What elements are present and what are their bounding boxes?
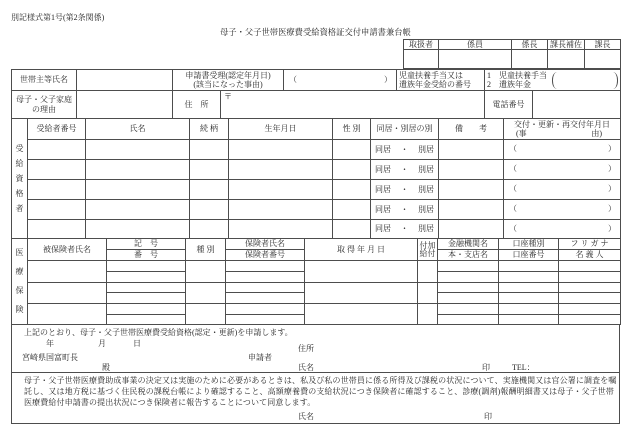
consent-line: 託し、又は地方税に基づく住民税の課税台帳により確認すること、高額療養費の支給状況につき保険者に確認すること、診療(調剤)報酬明細書又は母子・父子世帯 bbox=[24, 387, 615, 396]
open-paren: （ bbox=[509, 164, 517, 174]
account-type-field[interactable] bbox=[499, 261, 559, 272]
header-extra-benefit bbox=[418, 239, 438, 261]
section-label-char: 給 bbox=[15, 158, 24, 168]
cohabit-option-separate[interactable]: 別居 bbox=[418, 144, 434, 154]
recipient-name-field[interactable] bbox=[86, 220, 190, 239]
cohabit-option-separate[interactable]: 別居 bbox=[418, 204, 434, 214]
furigana-field[interactable] bbox=[559, 261, 621, 272]
header-recipient-number: 受給者番号 bbox=[28, 119, 86, 140]
bank-name-field[interactable] bbox=[438, 261, 499, 272]
recipient-sex-field[interactable] bbox=[333, 200, 371, 220]
header-number: 番 号 bbox=[107, 250, 186, 261]
open-paren: （ bbox=[509, 184, 517, 194]
household-head-name-field[interactable] bbox=[77, 70, 173, 91]
header-remarks: 備 考 bbox=[439, 119, 504, 140]
recipient-relation-field[interactable] bbox=[190, 140, 229, 160]
header-issue-line1: 交付・更新・再交付年月日 bbox=[514, 119, 610, 129]
insurance-type-field[interactable] bbox=[186, 304, 226, 325]
allowance-option-child-support[interactable]: 1 児童扶養手当 bbox=[487, 70, 548, 80]
date-day-label: 日 bbox=[133, 339, 141, 348]
recipient-row bbox=[12, 160, 621, 180]
approval-table bbox=[403, 39, 621, 69]
header-relation: 続 柄 bbox=[190, 119, 229, 140]
remarks-field[interactable] bbox=[439, 140, 504, 160]
remarks-field[interactable] bbox=[439, 200, 504, 220]
cohabit-separator: ・ bbox=[400, 184, 409, 194]
account-type-field[interactable] bbox=[499, 304, 559, 315]
approval-header-manager: 課長 bbox=[585, 40, 621, 50]
issue-date-field[interactable] bbox=[504, 180, 621, 200]
recipient-row bbox=[12, 220, 621, 239]
insured-name-field[interactable] bbox=[28, 283, 107, 304]
honorific: 殿 bbox=[102, 363, 110, 372]
insurance-number-field[interactable] bbox=[107, 272, 186, 283]
addressee: 宮崎県国富町長 bbox=[22, 353, 78, 362]
consent-line: 医療費給付申請書の提出状況につき保険者に報告することについて同意します。 bbox=[24, 398, 316, 407]
symbol-field[interactable] bbox=[107, 261, 186, 272]
issue-date-field[interactable] bbox=[504, 160, 621, 180]
insurer-name-field[interactable] bbox=[226, 283, 305, 293]
recipient-birthdate-field[interactable] bbox=[229, 160, 333, 180]
declaration-text: 上記のとおり、母子・父子世帯医療費受給資格(認定・更新)を申請します。 bbox=[24, 328, 293, 337]
recipient-relation-field[interactable] bbox=[190, 200, 229, 220]
cohabit-separator: ・ bbox=[400, 204, 409, 214]
approval-header-handler: 取扱者 bbox=[404, 40, 439, 50]
section-label-char: 格 bbox=[15, 189, 24, 199]
remarks-field[interactable] bbox=[439, 220, 504, 239]
account-type-field[interactable] bbox=[499, 283, 559, 293]
branch-field[interactable] bbox=[438, 272, 499, 283]
receipt-field[interactable] bbox=[284, 70, 397, 91]
recipient-relation-field[interactable] bbox=[190, 160, 229, 180]
insurance-number-field[interactable] bbox=[107, 315, 186, 325]
cohabit-option-together[interactable]: 同居 bbox=[375, 204, 391, 214]
header-issue-date bbox=[504, 119, 621, 140]
cohabit-separator: ・ bbox=[400, 224, 409, 234]
header-bank-name: 金融機関名 bbox=[438, 239, 499, 250]
allowance-number-field[interactable] bbox=[552, 72, 618, 89]
header-issue-reason-left: (事 bbox=[516, 129, 527, 138]
receipt-label-line1: 申請書受理(認定年月日) bbox=[185, 70, 271, 80]
family-reason-label-line1: 母子・父子家庭 bbox=[16, 95, 72, 105]
page-title: 母子・父子世帯医療費受給資格証交付申請書兼台帳 bbox=[220, 28, 411, 37]
header-birthdate: 生年月日 bbox=[229, 119, 333, 140]
account-holder-field[interactable] bbox=[559, 272, 621, 283]
open-paren: （ bbox=[509, 204, 517, 214]
seal-mark: 印 bbox=[482, 363, 490, 372]
recipient-birthdate-field[interactable] bbox=[229, 200, 333, 220]
postal-mark: 〒 bbox=[224, 92, 232, 101]
recipients-section-label bbox=[12, 119, 28, 239]
cohabit-option-separate[interactable]: 別居 bbox=[418, 164, 434, 174]
section-label-char: 険 bbox=[15, 305, 24, 314]
acquired-date-field[interactable] bbox=[305, 261, 418, 283]
open-paren: （ bbox=[509, 144, 517, 154]
branch-field[interactable] bbox=[438, 315, 499, 325]
tel-label: TEL： bbox=[512, 363, 535, 372]
insurer-name-field[interactable] bbox=[226, 261, 305, 272]
recipient-relation-field[interactable] bbox=[190, 180, 229, 200]
header-issue-line2 bbox=[504, 129, 620, 138]
phone-label: 電話番号 bbox=[485, 91, 533, 119]
insurer-name-field[interactable] bbox=[226, 304, 305, 315]
cohabitation-choice[interactable] bbox=[371, 180, 439, 200]
symbol-field[interactable] bbox=[107, 304, 186, 315]
recipient-name-field[interactable] bbox=[86, 140, 190, 160]
header-insured-name: 被保険者氏名 bbox=[28, 239, 107, 261]
close-paren: ） bbox=[608, 144, 616, 154]
branch-field[interactable] bbox=[438, 293, 499, 304]
close-paren: ） bbox=[384, 74, 393, 84]
approval-stamp-assistant-manager[interactable] bbox=[548, 50, 585, 69]
recipient-number-field[interactable] bbox=[28, 140, 86, 160]
furigana-field[interactable] bbox=[559, 283, 621, 293]
section-label-char: 療 bbox=[15, 267, 24, 276]
recipients-table bbox=[11, 118, 621, 239]
insured-name-field[interactable] bbox=[28, 261, 107, 283]
approval-stamp-staff[interactable] bbox=[439, 50, 512, 69]
insurance-number-field[interactable] bbox=[107, 293, 186, 304]
section-label-char: 保 bbox=[15, 286, 24, 295]
extra-benefit-field[interactable] bbox=[418, 283, 438, 304]
address-field[interactable] bbox=[221, 91, 485, 119]
cohabit-option-together[interactable]: 同居 bbox=[375, 224, 391, 234]
family-reason-label-line2: の理由 bbox=[32, 104, 56, 114]
allowance-label bbox=[397, 70, 485, 91]
bank-name-field[interactable] bbox=[438, 304, 499, 315]
header-holder: 名 義 人 bbox=[559, 250, 621, 261]
recipient-birthdate-field[interactable] bbox=[229, 220, 333, 239]
acquired-date-field[interactable] bbox=[305, 283, 418, 304]
header-name: 氏名 bbox=[86, 119, 190, 140]
symbol-field[interactable] bbox=[107, 283, 186, 293]
close-paren: ） bbox=[608, 204, 616, 214]
phone-field[interactable] bbox=[533, 91, 621, 119]
insurer-number-field[interactable] bbox=[226, 315, 305, 325]
receipt-label bbox=[173, 70, 284, 91]
recipient-row bbox=[12, 180, 621, 200]
account-number-field[interactable] bbox=[499, 272, 559, 283]
open-paren: （ bbox=[289, 74, 298, 84]
recipient-number-field[interactable] bbox=[28, 160, 86, 180]
approval-stamp-manager[interactable] bbox=[585, 50, 621, 69]
cohabit-option-separate[interactable]: 別居 bbox=[418, 224, 434, 234]
household-head-label: 世帯主等氏名 bbox=[12, 70, 77, 91]
cohabit-option-together[interactable]: 同居 bbox=[375, 144, 391, 154]
section-label-char: 医 bbox=[15, 248, 24, 257]
allowance-option-survivor-pension[interactable]: 2 遺族年金 bbox=[487, 80, 532, 89]
account-number-field[interactable] bbox=[499, 315, 559, 325]
consent-seal-mark: 印 bbox=[484, 412, 492, 421]
remarks-field[interactable] bbox=[439, 180, 504, 200]
remarks-field[interactable] bbox=[439, 160, 504, 180]
receipt-label-line2: (該当になった事由) bbox=[193, 80, 263, 89]
section-label-char: 受 bbox=[15, 143, 24, 153]
family-reason-label bbox=[12, 91, 77, 119]
address-label: 住 所 bbox=[173, 91, 221, 119]
insurer-number-field[interactable] bbox=[226, 293, 305, 304]
recipient-row bbox=[12, 200, 621, 220]
account-holder-field[interactable] bbox=[559, 293, 621, 304]
insurance-section-label bbox=[12, 239, 28, 325]
issue-date-field[interactable] bbox=[504, 220, 621, 239]
recipient-sex-field[interactable] bbox=[333, 160, 371, 180]
cohabit-option-together[interactable]: 同居 bbox=[375, 184, 391, 194]
applicant-label: 申請者 bbox=[248, 353, 272, 362]
insurance-table bbox=[11, 238, 621, 325]
insurer-number-field[interactable] bbox=[226, 272, 305, 283]
header-branch: 本・支店名 bbox=[438, 250, 499, 261]
open-paren: （ bbox=[509, 223, 517, 233]
bank-name-field[interactable] bbox=[438, 283, 499, 293]
header-sex: 性 別 bbox=[333, 119, 371, 140]
allowance-label-line2: 遺族年金受給の番号 bbox=[399, 80, 472, 89]
issue-date-field[interactable] bbox=[504, 200, 621, 220]
recipient-birthdate-field[interactable] bbox=[229, 140, 333, 160]
section-label-char: 者 bbox=[15, 204, 24, 214]
allowance-type-field[interactable] bbox=[485, 70, 621, 91]
consent-name-label: 氏名 bbox=[298, 412, 314, 421]
insurance-type-field[interactable] bbox=[186, 283, 226, 304]
date-year-label: 年 bbox=[46, 339, 54, 348]
section-label-char: 資 bbox=[15, 173, 24, 183]
approval-header-assistant-manager: 課長補佐 bbox=[548, 40, 585, 50]
furigana-field[interactable] bbox=[559, 304, 621, 315]
cohabitation-choice[interactable] bbox=[371, 140, 439, 160]
recipient-number-field[interactable] bbox=[28, 180, 86, 200]
form-id: 別記様式第1号(第2条関係) bbox=[11, 13, 105, 22]
cohabit-separator: ・ bbox=[400, 164, 409, 174]
cohabitation-choice[interactable] bbox=[371, 160, 439, 180]
recipient-name-field[interactable] bbox=[86, 200, 190, 220]
account-holder-field[interactable] bbox=[559, 315, 621, 325]
consent-line: 母子・父子世帯医療費助成事業の決定又は実施のために必要があるときは、私及び私の世帯員に係る所得及び課税の状況について、実施機関又は官公署に調査を嘱 bbox=[24, 376, 617, 385]
header-extra-benefit-line1: 付加 bbox=[419, 240, 436, 250]
approval-header-staff: 係員 bbox=[439, 40, 512, 50]
cohabitation-choice[interactable] bbox=[371, 220, 439, 239]
applicant-table bbox=[11, 69, 621, 119]
recipient-sex-field[interactable] bbox=[333, 140, 371, 160]
recipient-name-field[interactable] bbox=[86, 160, 190, 180]
header-extra-benefit-line2: 給付 bbox=[419, 248, 436, 258]
issue-date-field[interactable] bbox=[504, 140, 621, 160]
close-paren: ） bbox=[608, 223, 616, 233]
header-account-type: 口座種別 bbox=[499, 239, 559, 250]
approval-stamp-chief[interactable] bbox=[512, 50, 548, 69]
date-month-label: 月 bbox=[98, 339, 106, 348]
family-reason-field[interactable] bbox=[77, 91, 173, 119]
insured-name-field[interactable] bbox=[28, 304, 107, 325]
header-account-number: 口座番号 bbox=[499, 250, 559, 261]
recipient-number-field[interactable] bbox=[28, 200, 86, 220]
acquired-date-field[interactable] bbox=[305, 304, 418, 325]
recipient-sex-field[interactable] bbox=[333, 220, 371, 239]
recipient-number-field[interactable] bbox=[28, 220, 86, 239]
recipient-relation-field[interactable] bbox=[190, 220, 229, 239]
header-acquired-date: 取 得 年 月 日 bbox=[305, 239, 418, 261]
recipient-name-field[interactable] bbox=[86, 180, 190, 200]
recipient-birthdate-field[interactable] bbox=[229, 180, 333, 200]
approval-header-chief: 係長 bbox=[512, 40, 548, 50]
cohabit-option-together[interactable]: 同居 bbox=[375, 164, 391, 174]
applicant-name-label: 氏名 bbox=[298, 363, 314, 372]
header-furigana: フ リ ガ ナ bbox=[559, 239, 621, 250]
header-cohabitation: 同居・別居の別 bbox=[371, 119, 439, 140]
close-paren: ） bbox=[608, 164, 616, 174]
allowance-label-line1: 児童扶養手当又は bbox=[399, 70, 464, 80]
header-insurer-number: 保険者番号 bbox=[226, 250, 305, 261]
recipient-sex-field[interactable] bbox=[333, 180, 371, 200]
header-insurer-name: 保険者氏名 bbox=[226, 239, 305, 250]
applicant-address-label: 住所 bbox=[298, 344, 314, 353]
cohabitation-choice[interactable] bbox=[371, 200, 439, 220]
account-number-field[interactable] bbox=[499, 293, 559, 304]
extra-benefit-field[interactable] bbox=[418, 261, 438, 283]
extra-benefit-field[interactable] bbox=[418, 304, 438, 325]
cohabit-option-separate[interactable]: 別居 bbox=[418, 184, 434, 194]
insurance-type-field[interactable] bbox=[186, 261, 226, 283]
header-type: 種 別 bbox=[186, 239, 226, 261]
cohabit-separator: ・ bbox=[400, 144, 409, 154]
header-issue-reason-right: 由) bbox=[591, 129, 602, 138]
recipient-row bbox=[12, 140, 621, 160]
close-paren: ） bbox=[608, 184, 616, 194]
approval-stamp-handler[interactable] bbox=[404, 50, 439, 69]
header-symbol: 記 号 bbox=[107, 239, 186, 250]
